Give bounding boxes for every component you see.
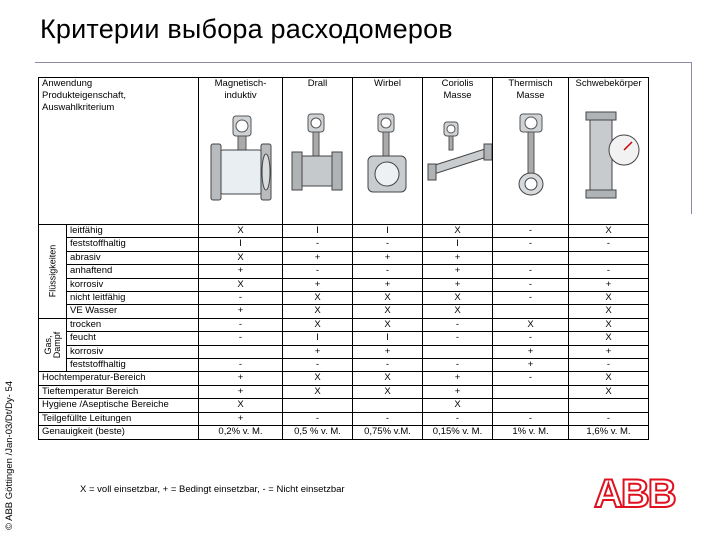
rating-cell: X [569, 292, 649, 305]
table-row [39, 225, 649, 238]
rating-cell: - [493, 225, 569, 238]
rating-cell: - [569, 359, 649, 372]
rating-cell: + [423, 251, 493, 264]
rating-cell: - [199, 359, 283, 372]
rating-cell: - [569, 265, 649, 278]
rating-cell [423, 345, 493, 358]
col-label: Schwebekörper [575, 78, 642, 89]
rating-cell [283, 399, 353, 412]
rating-cell: + [423, 265, 493, 278]
criterion-header-line: Anwendung [42, 78, 93, 89]
criterion-label: abrasiv [67, 251, 199, 264]
rating-cell: X [283, 305, 353, 318]
legend: X = voll einsetzbar, + = Bedingt einsetzbar, - = Nicht einsetzbar [80, 484, 345, 495]
group-liquids [39, 225, 67, 319]
group-gas-steam-label-line: Gas, [42, 335, 53, 355]
rating-cell [569, 251, 649, 264]
rating-cell: - [493, 412, 569, 425]
rating-cell: 0,15% v. M. [423, 426, 493, 439]
group-liquids-label-line: Flüssigkeiten [47, 245, 57, 298]
swirl-flowmeter-image [286, 108, 350, 208]
rating-cell: + [199, 372, 283, 385]
rating-cell: X [283, 385, 353, 398]
rating-cell: X [199, 225, 283, 238]
rating-cell: - [353, 412, 423, 425]
rating-cell [353, 399, 423, 412]
rating-cell: I [283, 332, 353, 345]
rating-cell: + [199, 265, 283, 278]
rating-cell: - [353, 359, 423, 372]
rating-cell: X [569, 372, 649, 385]
rating-cell: - [423, 412, 493, 425]
table-row [39, 292, 649, 305]
rating-cell: - [283, 412, 353, 425]
rating-cell: - [493, 372, 569, 385]
rating-cell: + [199, 385, 283, 398]
rating-cell: - [569, 238, 649, 251]
coriolis-flowmeter-image [426, 108, 493, 208]
rating-cell: X [199, 278, 283, 291]
group-gas-steam-label-line: Dampf [51, 331, 62, 359]
rating-cell: - [493, 332, 569, 345]
col-magnetisch-induktiv [199, 78, 283, 225]
rating-cell [493, 305, 569, 318]
col-wirbel [353, 78, 423, 225]
criterion-label: feststoffhaltig [67, 359, 199, 372]
rating-cell: + [353, 345, 423, 358]
criterion-label: Genauigkeit (beste) [39, 426, 199, 439]
selection-matrix [38, 77, 649, 440]
rating-cell [493, 251, 569, 264]
rating-cell: + [283, 345, 353, 358]
rating-cell: - [493, 238, 569, 251]
criterion-label: korrosiv [67, 278, 199, 291]
criterion-label: leitfähig [67, 225, 199, 238]
rating-cell: X [569, 385, 649, 398]
rating-cell [493, 385, 569, 398]
rating-cell: + [199, 305, 283, 318]
table-row [39, 345, 649, 358]
group-gas-steam-label [44, 332, 62, 359]
criterion-label: Tieftemperatur Bereich [39, 385, 199, 398]
rating-cell: X [423, 399, 493, 412]
col-label: Coriolis [441, 78, 474, 89]
rating-cell: I [199, 238, 283, 251]
rating-cell: + [423, 372, 493, 385]
rating-cell: - [423, 359, 493, 372]
criterion-label: nicht leitfähig [67, 292, 199, 305]
table-row [39, 278, 649, 291]
criterion-label: Teilgefüllte Leitungen [39, 412, 199, 425]
col-coriolis-masse [423, 78, 493, 225]
rating-cell: 0,2% v. M. [199, 426, 283, 439]
col-schwebekoerper [569, 78, 649, 225]
rating-cell: X [353, 372, 423, 385]
rating-cell: + [569, 345, 649, 358]
col-label: Thermisch [508, 78, 553, 89]
rating-cell: X [353, 292, 423, 305]
rating-cell: 1% v. M. [493, 426, 569, 439]
rating-cell: X [353, 305, 423, 318]
group-liquids-label [48, 245, 57, 298]
criterion-header-line: Auswahlkriterium [42, 102, 115, 113]
copyright-credit: © ABB Göttingen /Jan-03/Dt/Dy- 54 [4, 380, 15, 530]
criterion-label: VE Wasser [67, 305, 199, 318]
rating-cell: + [283, 251, 353, 264]
variable-area-flowmeter-image [572, 108, 648, 208]
rating-cell: X [423, 292, 493, 305]
table-row [39, 426, 649, 439]
rating-cell: X [569, 305, 649, 318]
magnetic-flowmeter-image [203, 108, 279, 208]
criterion-label: feststoffhaltig [67, 238, 199, 251]
rating-cell: + [423, 385, 493, 398]
rating-cell: + [423, 278, 493, 291]
table-row [39, 238, 649, 251]
rating-cell: X [423, 225, 493, 238]
criterion-header-line: Produkteigenschaft, [42, 90, 126, 101]
table-row [39, 318, 649, 331]
criterion-label: trocken [67, 318, 199, 331]
rating-cell: - [493, 292, 569, 305]
col-label: Drall [307, 78, 328, 89]
rating-cell: - [199, 318, 283, 331]
table-row [39, 412, 649, 425]
rating-cell: + [199, 412, 283, 425]
rating-cell: - [283, 359, 353, 372]
table-row [39, 332, 649, 345]
rating-cell: I [353, 332, 423, 345]
abb-logo: ABB [594, 472, 675, 516]
group-gas-steam [39, 318, 67, 372]
rating-cell: - [423, 318, 493, 331]
rating-cell: X [569, 318, 649, 331]
table-row [39, 359, 649, 372]
rating-cell: 1,6% v. M. [569, 426, 649, 439]
rating-cell: + [569, 278, 649, 291]
rating-cell: 0,5 % v. M. [283, 426, 353, 439]
title-divider [35, 62, 692, 63]
rating-cell: + [493, 359, 569, 372]
rating-cell [569, 399, 649, 412]
table-row [39, 265, 649, 278]
col-label: induktiv [224, 90, 257, 101]
rating-cell: - [283, 238, 353, 251]
criterion-label: Hygiene /Aseptische Bereiche [39, 399, 199, 412]
rating-cell: + [353, 251, 423, 264]
col-drall [283, 78, 353, 225]
vortex-flowmeter-image [356, 108, 420, 208]
rating-cell: X [283, 372, 353, 385]
rating-cell: + [283, 278, 353, 291]
thermal-flowmeter-image [496, 108, 566, 208]
rating-cell: + [353, 278, 423, 291]
table-row [39, 251, 649, 264]
rating-cell: X [569, 225, 649, 238]
rating-cell: X [423, 305, 493, 318]
rating-cell: - [569, 412, 649, 425]
rating-cell: - [353, 265, 423, 278]
rating-cell: I [423, 238, 493, 251]
table-row [39, 385, 649, 398]
criterion-label: Hochtemperatur-Bereich [39, 372, 199, 385]
rating-cell: X [569, 332, 649, 345]
col-label: Masse [516, 90, 545, 101]
col-label: Wirbel [374, 78, 401, 89]
rating-cell: X [353, 318, 423, 331]
rating-cell: X [283, 318, 353, 331]
rating-cell: X [199, 251, 283, 264]
col-thermisch-masse [493, 78, 569, 225]
criterion-label: anhaftend [67, 265, 199, 278]
rating-cell: I [353, 225, 423, 238]
rating-cell: - [199, 332, 283, 345]
rating-cell: - [423, 332, 493, 345]
rating-cell [199, 345, 283, 358]
rating-cell: - [353, 238, 423, 251]
rating-cell: + [493, 345, 569, 358]
frame-divider [691, 62, 692, 214]
rating-cell: X [353, 385, 423, 398]
rating-cell: - [283, 265, 353, 278]
rating-cell: I [283, 225, 353, 238]
rating-cell: X [493, 318, 569, 331]
table-row [39, 399, 649, 412]
page-title: Критерии выбора расходомеров [40, 14, 453, 44]
criterion-header [39, 78, 199, 225]
rating-cell: 0,75% v.M. [353, 426, 423, 439]
criterion-label: korrosiv [67, 345, 199, 358]
rating-cell [493, 399, 569, 412]
rating-cell: - [493, 278, 569, 291]
rating-cell: X [199, 399, 283, 412]
rating-cell: - [493, 265, 569, 278]
criterion-label: feucht [67, 332, 199, 345]
col-label: Masse [443, 90, 472, 101]
rating-cell: X [283, 292, 353, 305]
table-row [39, 305, 649, 318]
table-row [39, 372, 649, 385]
col-label: Magnetisch- [214, 78, 267, 89]
rating-cell: - [199, 292, 283, 305]
